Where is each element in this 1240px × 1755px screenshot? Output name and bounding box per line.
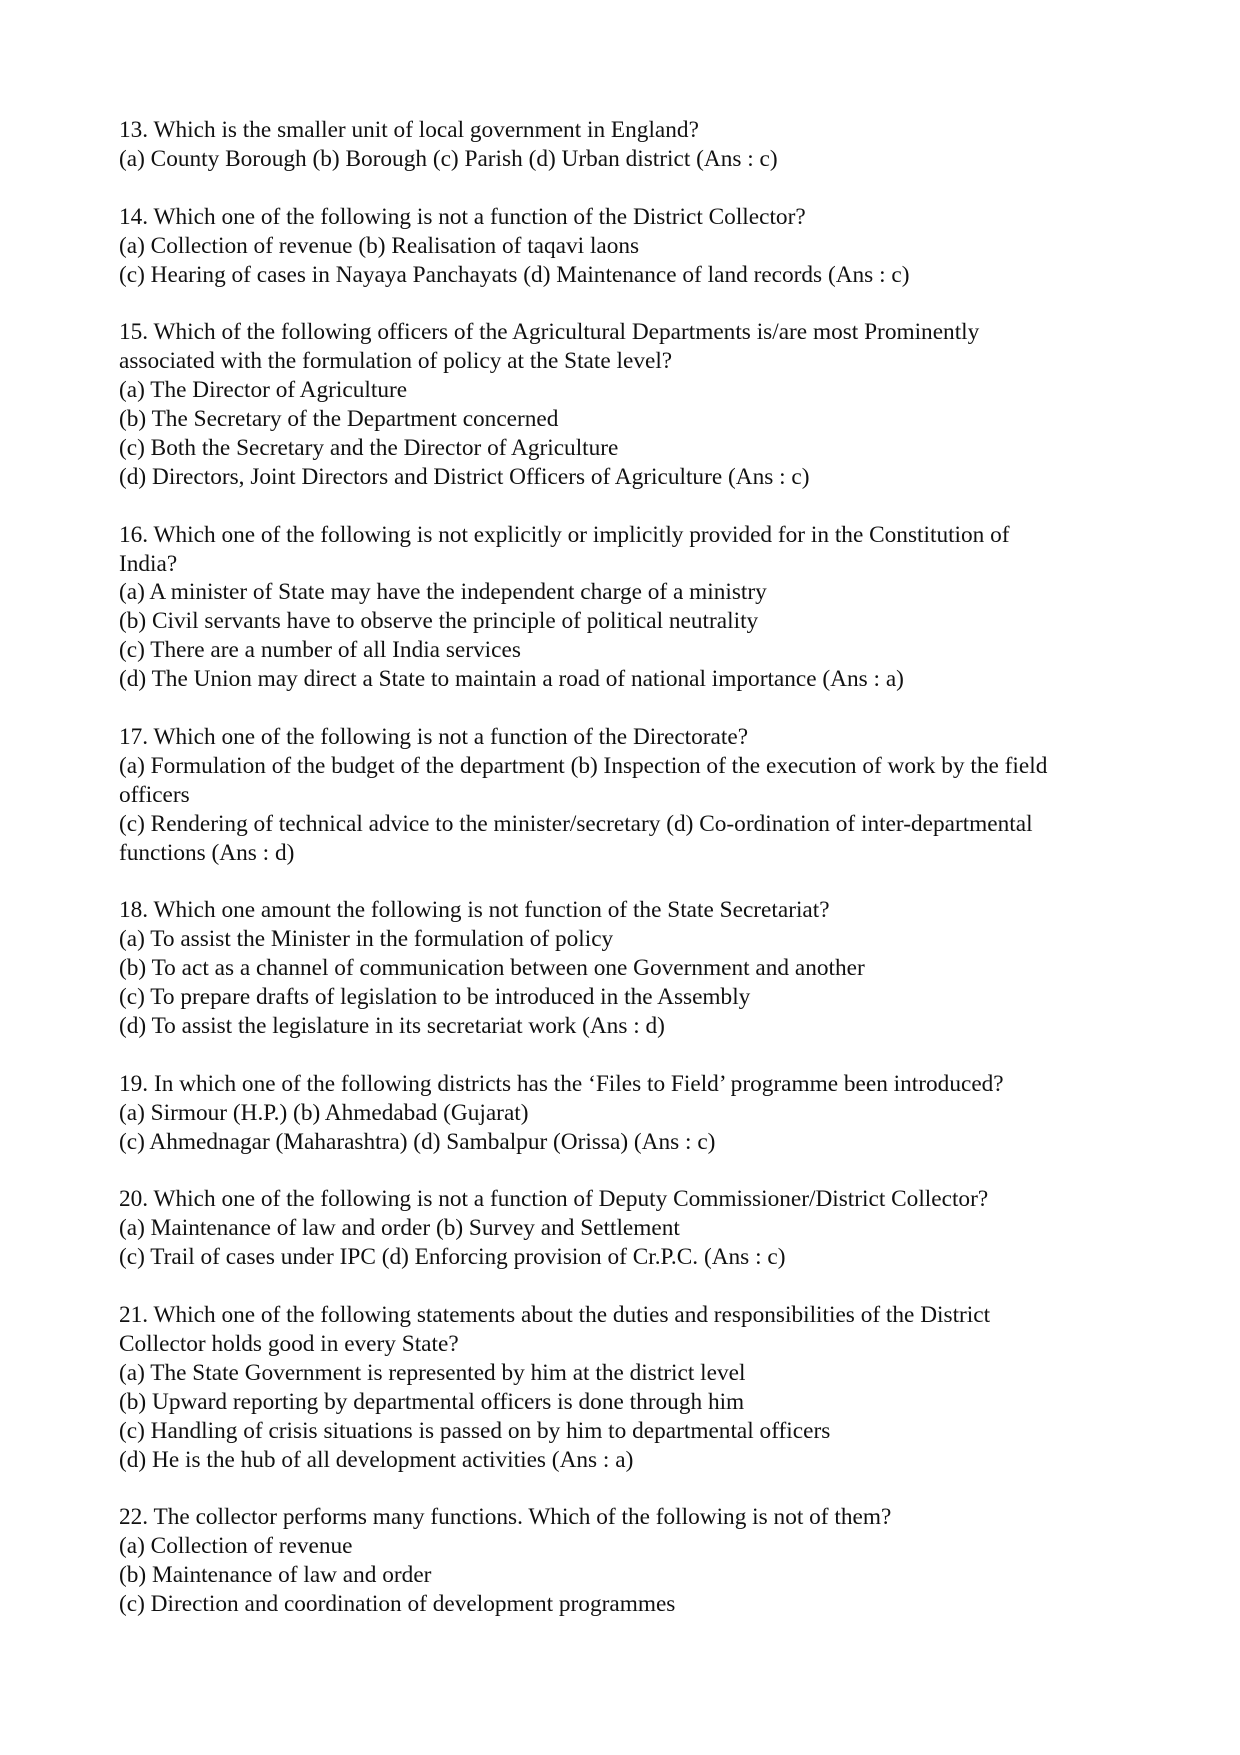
question-text: 22. The collector performs many functions. Which of the following is not of them? xyxy=(119,1504,892,1531)
question-text: 15. Which of the following officers of the Agricultural Departments is/are most Prominently xyxy=(119,319,980,346)
question-option: (a) The State Government is represented by him at the district level xyxy=(119,1359,746,1386)
question-text: 17. Which one of the following is not a function of the Directorate? xyxy=(119,723,749,750)
question-19 xyxy=(119,1070,1129,1157)
question-22 xyxy=(119,1503,1129,1619)
question-text: India? xyxy=(119,550,178,577)
question-16 xyxy=(119,521,1129,694)
question-option: (b) To act as a channel of communication between one Government and another xyxy=(119,955,865,982)
question-options: (c) Trail of cases under IPC (d) Enforcing provision of Cr.P.C. (Ans : c) xyxy=(119,1244,786,1271)
question-option: (b) The Secretary of the Department concerned xyxy=(119,406,559,433)
question-text: 14. Which one of the following is not a function of the District Collector? xyxy=(119,203,806,230)
question-17 xyxy=(119,723,1129,868)
question-text: 21. Which one of the following statements about the duties and responsibilities of the District xyxy=(119,1302,991,1329)
question-options: (c) Rendering of technical advice to the minister/secretary (d) Co-ordination of inter-departmental xyxy=(119,810,1033,837)
question-text: associated with the formulation of policy at the State level? xyxy=(119,348,673,375)
question-text: 19. In which one of the following districts has the ‘Files to Field’ programme been introduced? xyxy=(119,1070,1004,1097)
question-15 xyxy=(119,318,1129,491)
question-option: (d) To assist the legislature in its secretariat work (Ans : d) xyxy=(119,1013,665,1040)
question-13 xyxy=(119,116,1129,174)
question-20 xyxy=(119,1185,1129,1272)
question-option: (a) The Director of Agriculture xyxy=(119,377,408,404)
question-text: Collector holds good in every State? xyxy=(119,1330,459,1357)
question-option: (c) There are a number of all India services xyxy=(119,637,521,664)
question-options: (a) County Borough (b) Borough (c) Parish (d) Urban district (Ans : c) xyxy=(119,145,778,172)
question-option: (b) Upward reporting by departmental officers is done through him xyxy=(119,1388,745,1415)
question-option: (d) The Union may direct a State to maintain a road of national importance (Ans : a) xyxy=(119,666,904,693)
question-option: (c) Direction and coordination of development programmes xyxy=(119,1591,676,1618)
question-options: (c) Ahmednagar (Maharashtra) (d) Sambalpur (Orissa) (Ans : c) xyxy=(119,1128,716,1155)
question-option: (b) Maintenance of law and order xyxy=(119,1562,432,1589)
question-text: 20. Which one of the following is not a function of Deputy Commissioner/District Collector? xyxy=(119,1186,989,1213)
question-option: (a) To assist the Minister in the formulation of policy xyxy=(119,926,614,953)
question-option: (b) Civil servants have to observe the principle of political neutrality xyxy=(119,608,759,635)
question-text: 18. Which one amount the following is not function of the State Secretariat? xyxy=(119,897,830,924)
question-option: (c) Both the Secretary and the Director of Agriculture xyxy=(119,434,619,461)
question-option: (c) Handling of crisis situations is passed on by him to departmental officers xyxy=(119,1417,831,1444)
question-option: (a) Collection of revenue xyxy=(119,1533,353,1560)
question-options: (c) Hearing of cases in Nayaya Panchayats (d) Maintenance of land records (Ans : c) xyxy=(119,261,910,288)
question-14 xyxy=(119,203,1129,290)
question-18 xyxy=(119,896,1129,1041)
question-options: (a) Sirmour (H.P.) (b) Ahmedabad (Gujarat) xyxy=(119,1099,529,1126)
question-option: (a) A minister of State may have the independent charge of a ministry xyxy=(119,579,767,606)
question-options: (a) Maintenance of law and order (b) Survey and Settlement xyxy=(119,1215,680,1242)
question-options: (a) Collection of revenue (b) Realisation of taqavi laons xyxy=(119,232,640,259)
document-page xyxy=(119,116,1129,1648)
question-text: 16. Which one of the following is not explicitly or implicitly provided for in the Constitution of xyxy=(119,521,1010,548)
question-option: (d) Directors, Joint Directors and District Officers of Agriculture (Ans : c) xyxy=(119,463,810,490)
question-option: (c) To prepare drafts of legislation to be introduced in the Assembly xyxy=(119,984,751,1011)
question-options: functions (Ans : d) xyxy=(119,839,295,866)
question-21 xyxy=(119,1301,1129,1474)
question-options: (a) Formulation of the budget of the department (b) Inspection of the execution of work by the field xyxy=(119,752,1048,779)
question-text: 13. Which is the smaller unit of local government in England? xyxy=(119,117,699,143)
question-option: (d) He is the hub of all development activities (Ans : a) xyxy=(119,1446,634,1473)
question-options: officers xyxy=(119,781,190,808)
